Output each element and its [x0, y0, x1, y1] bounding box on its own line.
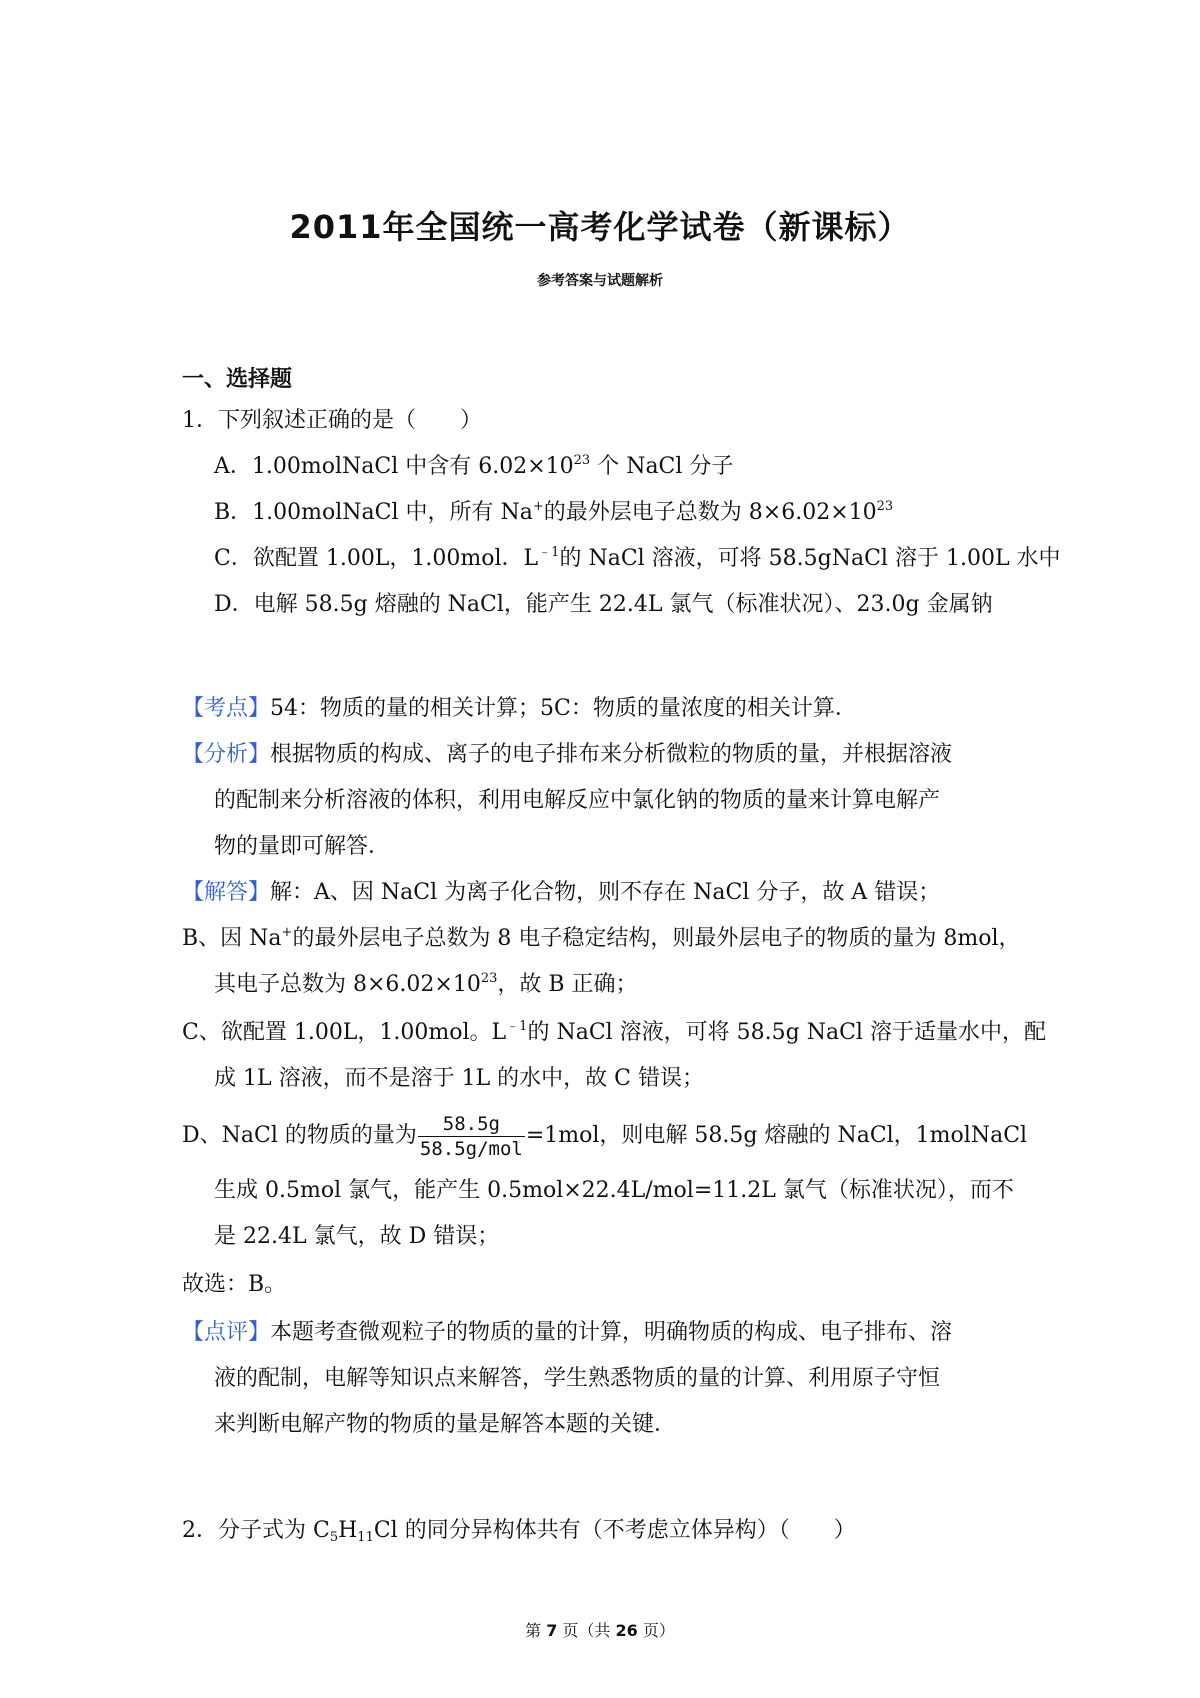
jieda-b-line-1: B、因 Na+的最外层电子总数为 8 电子稳定结构，则最外层电子的物质的量为 8mol， [182, 925, 1021, 951]
fenxi-tag: 【分析】 [182, 742, 271, 767]
question-1-option-c: C．欲配置 1.00L，1.00mol．$L^{﹣1}$的 NaCl 溶液，可将 58.5gNaCl 溶于 1.00L 水中 [214, 545, 1061, 571]
jieda-c-line-2: 成 1L 溶液，而不是溶于 1L 的水中，故 C 错误； [214, 1066, 705, 1091]
fraction-denominator: 58.5g/mol [419, 1137, 523, 1160]
fenxi-line-1: 【分析】根据物质的构成、离子的电子排布来分析微粒的物质的量，并根据溶液 [182, 742, 953, 767]
page-title: 2011年全国统一高考化学试卷（新课标） [289, 208, 911, 246]
fenxi-line-3: 物的量即可解答． [214, 834, 391, 859]
page-total: 26 [615, 1621, 638, 1640]
page-subtitle: 参考答案与试题解析 [537, 273, 663, 289]
question-1-stem: 1．下列叙述正确的是（ ） [182, 408, 482, 433]
fenxi-line-2: 的配制来分析溶液的体积，利用电解反应中氯化钠的物质的量来计算电解产 [214, 788, 941, 813]
jieda-d-line-2: 生成 0.5mol 氯气，能产生 0.5mol×22.4L/mol=11.2L 氯气（标准状况），而不 [214, 1178, 1014, 1203]
dianping-tag: 【点评】 [182, 1320, 271, 1345]
jieda-d-line-1: D、NaCl 的物质的量为 $\frac{58.5g}{\text{58.5g/mol}}$ =1mol，则电解 58.5g 熔融的 NaCl，1molNaCl [182, 1112, 1028, 1160]
fraction-numerator: 58.5g [418, 1112, 525, 1137]
jieda-tag: 【解答】 [182, 880, 271, 905]
page-footer: 第 7 页（共 26 页） [525, 1621, 675, 1640]
question-1-option-b: B．1.00molNaCl 中，所有 Na+的最外层电子总数为 $8\times 6.02\times 10^{23}$ [214, 499, 894, 525]
section-heading: 一、选择题 [182, 367, 293, 392]
jieda-c-line-1: C、欲配置 1.00L，1.00mol。$L^{﹣1}$的 NaCl 溶液，可将 58.5g NaCl 溶于适量水中，配 [182, 1019, 1046, 1045]
jieda-line-1: 【解答】解：A、因 NaCl 为离子化合物，则不存在 NaCl 分子，故 A 错误； [182, 880, 941, 905]
question-1-option-d: D．电解 58.5g 熔融的 NaCl，能产生 22.4L 氯气（标准状况）、23.0g 金属钠 [214, 592, 993, 617]
jieda-b-line-2: 其电子总数为 $8\times 6.02\times 10^{23}$，故 B 正确； [214, 971, 638, 997]
dianping-line-2: 液的配制，电解等知识点来解答，学生熟悉物质的量的计算、利用原子守恒 [214, 1366, 941, 1391]
dianping-line-1: 【点评】本题考查微观粒子的物质的量的计算，明确物质的构成、电子排布、溶 [182, 1320, 953, 1345]
page-number: 7 [546, 1621, 558, 1640]
question-2-stem: 2．分子式为 $C_5H_{11}Cl$ 的同分异构体共有（不考虑立体异构）（ ） [182, 1518, 856, 1545]
fraction [418, 1112, 525, 1161]
jieda-d-line-3: 是 22.4L 氯气，故 D 错误； [214, 1224, 500, 1249]
kaodian-tag: 【考点】 [182, 696, 271, 721]
kaodian-line: 【考点】54：物质的量的相关计算；5C：物质的量浓度的相关计算． [182, 696, 857, 721]
dianping-line-3: 来判断电解产物的物质的量是解答本题的关键． [214, 1412, 677, 1437]
question-1-option-a: A．1.00molNaCl 中含有 $6.02\times 10^{23}$ 个 NaCl 分子 [214, 453, 734, 479]
answer-choice: 故选：B。 [182, 1272, 287, 1297]
